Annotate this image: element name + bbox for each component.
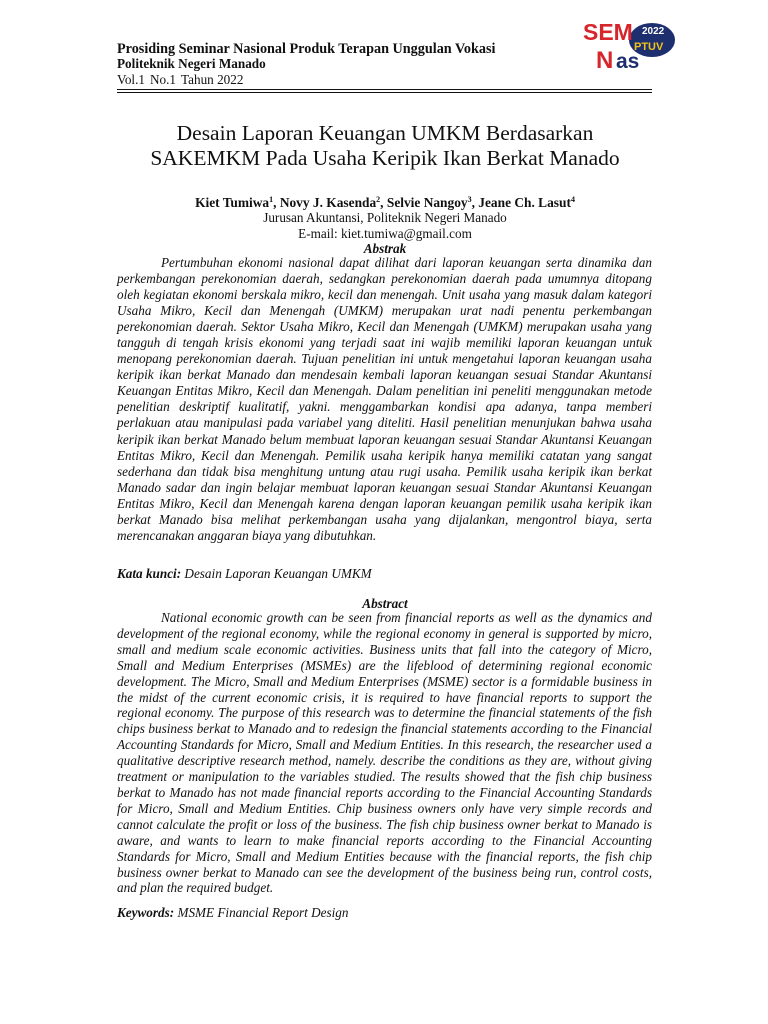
volume-info: [117, 73, 537, 87]
abstrak-text: Pertumbuhan ekonomi nasional dapat dilihat dari laporan keuangan serta dinamika dan perkembangan perekonomian daerah, sedangkan perekonomian daerah pada umumnya ditopang oleh kegiatan ekonomi berskala mikro, kecil dan menengah. Unit usaha yang masuk dalam kategori Usaha Mikro, Kecil dan Menengah (UMKM) merupakan urat nadi penentu perkembangan perekonomian daerah. Sektor Usaha Mikro, Kecil dan Menengah (UMKM) merupakan usaha yang tangguh di tengah krisis ekonomi yang terjadi saat ini wajib memiliki laporan keuangan untuk menopang perekonomian daerah. Tujuan penelitian ini untuk mengetahui laporan keuangan usaha keripik ikan berkat Manado dan mendesain kembali laporan keuangan sesuai Standar Akuntansi Keuangan Entitas Mikro, Kecil dan Menengah. Dalam penelitian ini peneliti menggunakan metode penelitian deskriptif kualitatif, yakni. menggambarkan kondisi apa adanya, tanpa memberi perlakuan atau manipulasi pada variabel yang diteliti. Hasil penelitian menunjukan bahwa usaha keripik ikan berkat Manado belum membuat laporan keuangan sesuai Standar Akuntansi Keuangan Entitas Mikro, Kecil dan Menengah. Pemilik usaha keripik hanya memiliki catatan yang sangat sederhana dan tidak bisa menghitung untung atau rugi usaha. Pemilik usaha keripik ikan berkat Manado sadar dan ingin belajar membuat laporan keuangan sesuai Standar Akuntansi Keuangan Entitas Mikro, Kecil dan Menengah karena dengan laporan keuangan pemilik usaha keripik ikan berkat Manado bisa melihat perkembangan usaha yang dijalankan, mengontrol biaya, serta merencanakan anggaran biaya yang dibutuhkan.: [117, 255, 652, 543]
kata-kunci-text: Desain Laporan Keuangan UMKM: [181, 566, 372, 581]
issue-number: No.1: [149, 72, 176, 87]
logo-text-ptuv: PTUV: [634, 41, 664, 53]
keywords: [117, 905, 652, 920]
title-line-2: SAKEMKM Pada Usaha Keripik Ikan Berkat Manado: [150, 146, 620, 170]
logo-year: 2022: [642, 26, 665, 37]
volume: Vol.1: [117, 72, 145, 87]
author-separator: ,: [471, 195, 479, 210]
kata-kunci-label: Kata kunci:: [117, 566, 182, 581]
email-label: E-mail:: [298, 226, 338, 241]
abstrak-heading: Abstrak: [363, 241, 407, 256]
keywords-text: MSME Financial Report Design: [174, 905, 349, 920]
abstract-text: National economic growth can be seen from financial reports as well as the dynamics and development of the regional economy, while the regional economy in general is supported by micro, small and medium scale economic activities. Business units that fall into the category of Micro, Small and Medium Enterprises (MSMEs) are the lifeblood of determining regional economic development. The Micro, Small and Medium Enterprises (MSME) sector is a formidable business in the midst of the current economic crisis, it is required to have financial reports to support the regional economy. The purpose of this research was to determine the financial statements of the fish chips business berkat to Manado and to redesign the financial statements according to the Financial Accounting Standards for Micro, Small and Medium Entities. In this research, the researcher used a qualitative descriptive research method, namely. describe the conditions as they are, without giving treatment or manipulation to the variables studied. The results showed that the fish chip business berkat to Manado has not made financial reports according to the Financial Accounting Standards for Micro, Small and Medium Entities. Chip business owners only have very simple records and cannot calculate the profit or loss of the business. The fish chip business owner berkat to Manado is aware, and wants to learn to make financial reports according to the Financial Accounting Standards for Micro, Small and Medium Entities because with the financial reports, the fish chip business owner berkat to Manado can see the development of the business being run, control costs, and plan the required budget.: [117, 610, 652, 896]
journal-title: Prosiding Seminar Nasional Produk Terapan Unggulan Vokasi: [117, 41, 496, 57]
institution-name: Politeknik Negeri Manado: [117, 56, 266, 71]
abstract-heading: Abstract: [362, 596, 408, 611]
keywords-label: Keywords:: [117, 905, 175, 920]
author-superscript: 1: [269, 195, 274, 204]
header-rule-thin: [117, 92, 652, 93]
author-superscript: 4: [570, 195, 575, 204]
author-list: [100, 195, 670, 210]
email-address: kiet.tumiwa@gmail.com: [341, 226, 472, 241]
author-name: Kiet Tumiwa: [195, 195, 270, 210]
author-name: Novy J. Kasenda: [279, 195, 377, 210]
seminar-logo: [580, 14, 680, 76]
author-email-line: [100, 226, 670, 241]
abstract-body: [117, 610, 652, 896]
logo-text-sem: SEM: [583, 19, 633, 45]
author-separator: ,: [380, 195, 387, 210]
paper-title: [100, 121, 670, 171]
abstrak-body: [117, 255, 652, 544]
logo-text-n: N: [596, 47, 614, 74]
author-name: Selvie Nangoy: [386, 195, 468, 210]
author-superscript: 3: [467, 195, 472, 204]
author-superscript: 2: [376, 195, 381, 204]
author-name: Jeane Ch. Lasut: [478, 195, 571, 210]
title-line-1: Desain Laporan Keuangan UMKM Berdasarkan: [176, 121, 594, 145]
author-affiliation: Jurusan Akuntansi, Politeknik Negeri Manado: [263, 210, 507, 225]
kata-kunci: [117, 566, 652, 581]
header-rule: [117, 89, 652, 90]
author-separator: ,: [273, 195, 280, 210]
journal-header: [117, 42, 537, 87]
year: Tahun 2022: [181, 72, 244, 87]
logo-text-as: as: [616, 50, 640, 73]
